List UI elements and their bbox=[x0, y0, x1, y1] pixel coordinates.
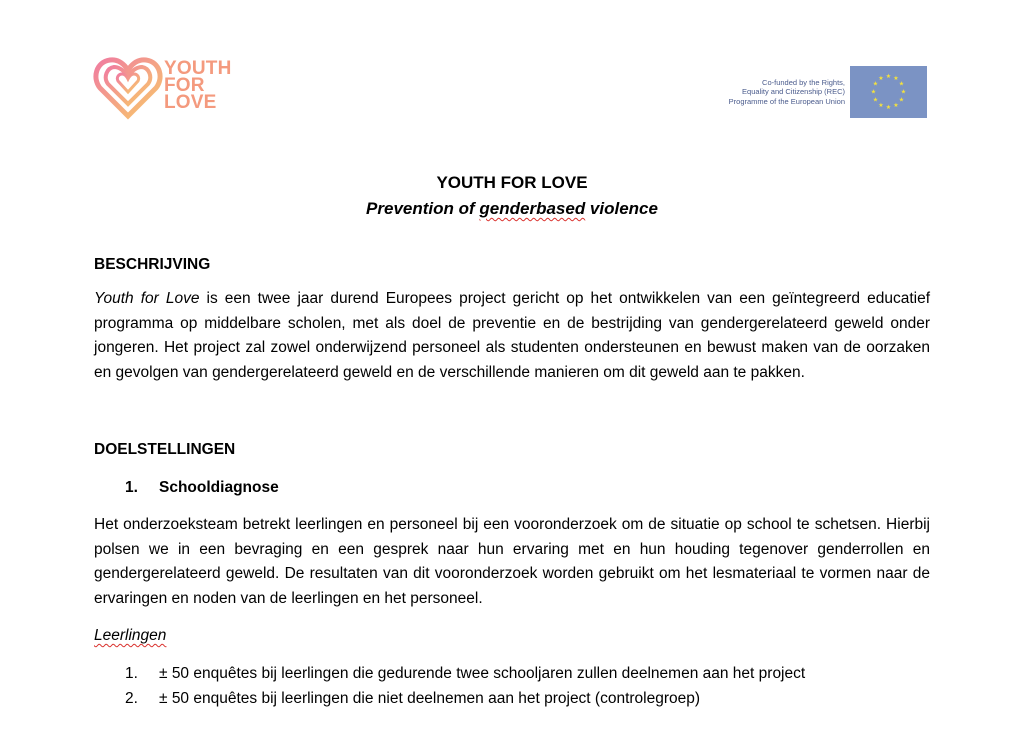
logo-line: YOUTH bbox=[164, 58, 232, 79]
eu-funding-line: Co-funded by the Rights, bbox=[762, 77, 845, 87]
numbered-list bbox=[125, 662, 930, 711]
logo-line: LOVE bbox=[164, 92, 217, 113]
section-heading-doelstellingen: DOELSTELLINGEN bbox=[94, 441, 236, 458]
description-paragraph bbox=[94, 287, 930, 385]
svg-text:★: ★ bbox=[885, 73, 892, 80]
subheading-leerlingen: Leerlingen bbox=[94, 627, 167, 644]
svg-text:★: ★ bbox=[898, 96, 905, 104]
svg-text:★: ★ bbox=[900, 88, 907, 96]
list-item-text: ± 50 enquêtes bij leerlingen die gedurende twee schooljaren zullen deelnemen aan het project bbox=[159, 665, 806, 682]
eu-funding-block bbox=[729, 66, 927, 118]
list-item-number: 2. bbox=[125, 689, 138, 707]
subtitle-suffix: violence bbox=[585, 199, 658, 218]
eu-funding-text bbox=[729, 78, 845, 107]
heart-logo-icon bbox=[92, 54, 164, 122]
document-title-block bbox=[0, 170, 1024, 222]
subheading-container bbox=[94, 624, 930, 649]
subtitle-prefix: Prevention of bbox=[366, 199, 480, 218]
svg-text:★: ★ bbox=[872, 80, 879, 88]
objectives-section bbox=[94, 438, 930, 463]
svg-text:★: ★ bbox=[872, 96, 879, 104]
svg-text:★: ★ bbox=[878, 102, 884, 109]
list-item bbox=[125, 687, 930, 712]
svg-text:★: ★ bbox=[893, 75, 899, 82]
logo-wordmark bbox=[164, 60, 232, 111]
list-item-number: 1. bbox=[125, 665, 138, 682]
numbered-heading bbox=[125, 476, 825, 501]
list-item-text: ± 50 enquêtes bij leerlingen die niet deelnemen aan het project (controlegroep) bbox=[159, 689, 701, 707]
section-heading-beschrijving: BESCHRIJVING bbox=[94, 256, 211, 273]
svg-text:★: ★ bbox=[870, 88, 877, 96]
eu-flag-icon bbox=[850, 66, 927, 118]
description-section bbox=[94, 253, 930, 278]
svg-text:★: ★ bbox=[898, 80, 905, 88]
logo-line: FOR bbox=[164, 75, 205, 96]
svg-text:★: ★ bbox=[893, 102, 899, 109]
svg-text:★: ★ bbox=[885, 104, 892, 111]
svg-text:★: ★ bbox=[878, 75, 884, 82]
item-title: Schooldiagnose bbox=[159, 479, 279, 496]
subtitle-highlight: genderbased bbox=[479, 199, 586, 218]
youth-for-love-logo bbox=[92, 54, 242, 124]
eu-funding-line: Equality and Citizenship (REC) bbox=[742, 87, 845, 97]
description-text: is een twee jaar durend Europees project gericht op het ontwikkelen van een geïntegreerd educatief programma op middelbare scholen, met als doel de preventie en de bestrijding van gendergerelateerd geweld onder jongeren. Het project zal zowel onderwijzend personeel als studenten ondersteunen en bewust maken van de oorzaken en gevolgen van gendergerelateerd geweld en de verschillende manieren om dit geweld aan te pakken. bbox=[94, 290, 930, 381]
document-title: YOUTH FOR LOVE bbox=[436, 173, 588, 192]
item-number: 1. bbox=[125, 479, 138, 496]
objective-item-heading bbox=[125, 476, 825, 501]
document-subtitle bbox=[0, 196, 1024, 222]
description-italic-lead: Youth for Love bbox=[94, 290, 200, 307]
objectives-paragraph: Het onderzoeksteam betrekt leerlingen en personeel bij een vooronderzoek om de situatie op school te schetsen. Hierbij polsen we in een bevraging en een gesprek naar hun ervaring met en hun houding tegenover genderrollen en gendergerelateerd geweld. De resultaten van dit vooronderzoek worden gebruikt om het lesmateriaal te vormen naar de ervaringen en noden van de leerlingen en het personeel. bbox=[94, 516, 930, 607]
eu-funding-line: Programme of the European Union bbox=[728, 96, 845, 106]
list-item bbox=[125, 662, 930, 687]
